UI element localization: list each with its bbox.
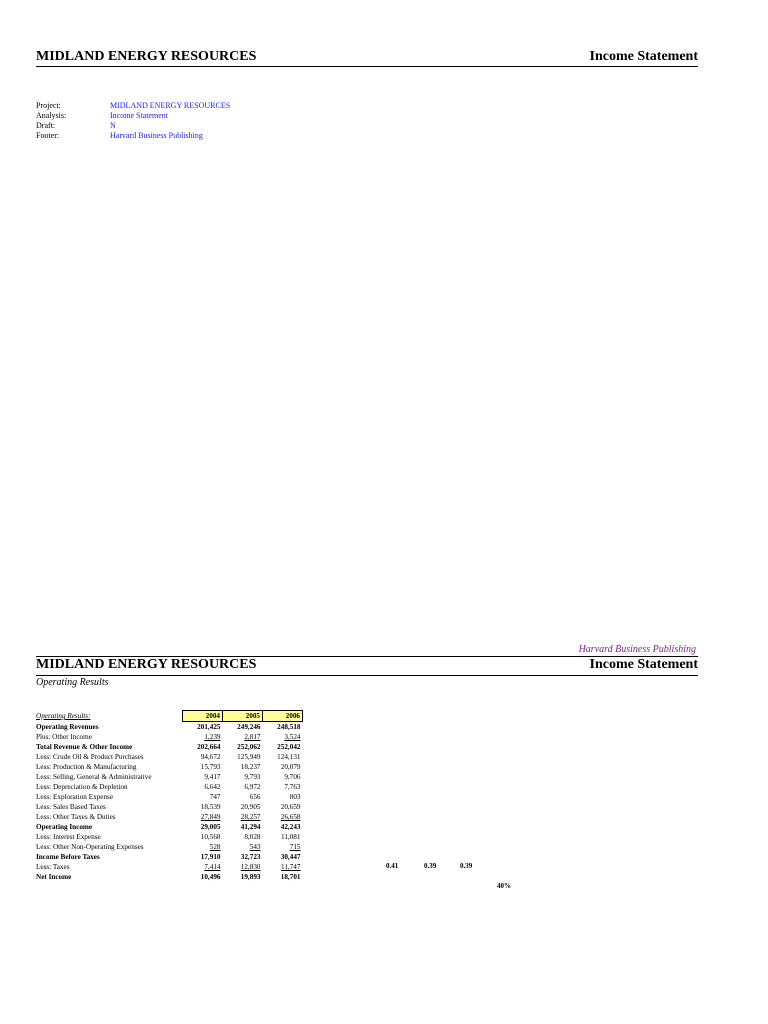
row-label: Less: Depreciation & Depletion	[36, 783, 128, 791]
table-row	[36, 792, 303, 802]
cell-value: 17,910	[200, 853, 221, 861]
cell-value: 28,257	[240, 813, 261, 821]
meta-label-project: Project:	[36, 101, 61, 110]
cell-value: 7,414	[204, 863, 221, 871]
cell-value: 20,905	[240, 803, 261, 811]
company-title-2: MIDLAND ENERGY RESOURCES	[36, 657, 257, 672]
income-statement-table	[36, 710, 303, 882]
row-label: Net Income	[36, 873, 72, 881]
table-row	[36, 722, 303, 733]
cell-value: 803	[289, 793, 301, 801]
row-label: Less: Exploration Expense	[36, 793, 114, 801]
row-label: Less: Taxes	[36, 863, 70, 871]
cell-value: 249,246	[237, 723, 261, 731]
cell-value: 528	[209, 843, 221, 851]
section-subtitle: Operating Results	[36, 677, 109, 688]
cell-value: 715	[289, 843, 301, 851]
cell-value: 30,447	[280, 853, 301, 861]
meta-value-draft: N	[110, 121, 116, 130]
header-rule	[36, 66, 698, 67]
cell-value: 543	[249, 843, 261, 851]
cell-value: 2,817	[244, 733, 261, 741]
row-label: Operating Revenues	[36, 722, 99, 731]
row-label: Less: Other Taxes & Duties	[36, 813, 116, 821]
cell-value: 94,672	[200, 753, 221, 761]
cell-value: 6,642	[204, 783, 221, 791]
year-2006: 2006	[263, 711, 303, 722]
table-row	[36, 762, 303, 772]
cell-value: 20,659	[280, 803, 301, 811]
cell-value: 26,658	[280, 813, 301, 821]
cell-value: 7,763	[284, 783, 301, 791]
row-label: Operating Income	[36, 823, 93, 831]
table-header-label: Operating Results:	[36, 712, 91, 720]
cell-value: 1,239	[204, 733, 221, 741]
meta-label-analysis: Analysis:	[36, 111, 67, 120]
cell-value: 656	[249, 793, 261, 801]
cell-value: 41,294	[240, 823, 261, 831]
cell-value: 202,664	[197, 743, 221, 751]
cell-value: 18,701	[280, 873, 301, 881]
cell-value: 3,524	[284, 733, 301, 741]
meta-value-analysis: Income Statement	[110, 111, 168, 120]
document-title: Income Statement	[589, 49, 698, 64]
row-label: Less: Crude Oil & Product Purchases	[36, 753, 144, 761]
cell-value: 9,793	[244, 773, 261, 781]
cell-value: 27,849	[200, 813, 221, 821]
cell-value: 10,568	[200, 833, 221, 841]
row-label: Less: Other Non-Operating Expenses	[36, 843, 144, 851]
table-row	[36, 752, 303, 762]
row-label: Plus: Other Income	[36, 733, 92, 741]
document-title-2: Income Statement	[589, 657, 698, 672]
table-row	[36, 842, 303, 852]
meta-label-draft: Draft:	[36, 121, 56, 130]
table-header-row	[36, 711, 303, 722]
cell-value: 201,425	[197, 723, 221, 731]
table-row	[36, 732, 303, 742]
cell-value: 15,793	[200, 763, 221, 771]
cell-value: 19,893	[240, 873, 261, 881]
cell-value: 248,518	[277, 723, 301, 731]
table-row	[36, 772, 303, 782]
cell-value: 747	[209, 793, 221, 801]
cell-value: 124,131	[277, 753, 301, 761]
tax-rate-value: 40%	[497, 882, 511, 890]
tax-ratio-2006: 0.39	[460, 862, 473, 870]
cell-value: 42,243	[280, 823, 301, 831]
company-title: MIDLAND ENERGY RESOURCES	[36, 49, 257, 64]
header-rule-2	[36, 675, 698, 676]
cell-value: 252,062	[237, 743, 261, 751]
row-label: Income Before Taxes	[36, 853, 100, 861]
meta-value-footer: Harvard Business Publishing	[110, 131, 203, 140]
cell-value: 8,028	[244, 833, 261, 841]
table-row	[36, 832, 303, 842]
publisher-label: Harvard Business Publishing	[578, 644, 696, 655]
cell-value: 6,972	[244, 783, 261, 791]
table-row	[36, 862, 303, 872]
meta-label-footer: Footer:	[36, 131, 60, 140]
table-row	[36, 812, 303, 822]
table-row	[36, 852, 303, 862]
cell-value: 11,747	[281, 863, 301, 871]
cell-value: 9,706	[284, 773, 301, 781]
tax-ratio-2005: 0.39	[424, 862, 437, 870]
cell-value: 9,417	[204, 773, 221, 781]
row-label: Less: Sales Based Taxes	[36, 803, 106, 811]
cell-value: 18,237	[240, 763, 261, 771]
cell-value: 252,042	[277, 743, 301, 751]
cell-value: 125,949	[237, 753, 261, 761]
year-2005: 2005	[223, 711, 263, 722]
table-row	[36, 742, 303, 752]
cell-value: 20,079	[280, 763, 301, 771]
cell-value: 10,496	[200, 873, 221, 881]
table-row	[36, 782, 303, 792]
cell-value: 29,005	[200, 823, 221, 831]
row-label: Less: Selling, General & Administrative	[36, 773, 152, 781]
cell-value: 32,723	[240, 853, 261, 861]
table-row	[36, 822, 303, 832]
cell-value: 18,539	[200, 803, 221, 811]
table-row	[36, 802, 303, 812]
row-label: Less: Interest Expense	[36, 833, 101, 841]
cell-value: 11,081	[281, 833, 301, 841]
meta-value-project: MIDLAND ENERGY RESOURCES	[110, 101, 231, 110]
year-2004: 2004	[183, 711, 223, 722]
cell-value: 12,830	[240, 863, 261, 871]
tax-ratio-2004: 0.41	[386, 862, 399, 870]
row-label: Total Revenue & Other Income	[36, 743, 133, 751]
table-row	[36, 872, 303, 882]
row-label: Less: Production & Manufacturing	[36, 763, 137, 771]
